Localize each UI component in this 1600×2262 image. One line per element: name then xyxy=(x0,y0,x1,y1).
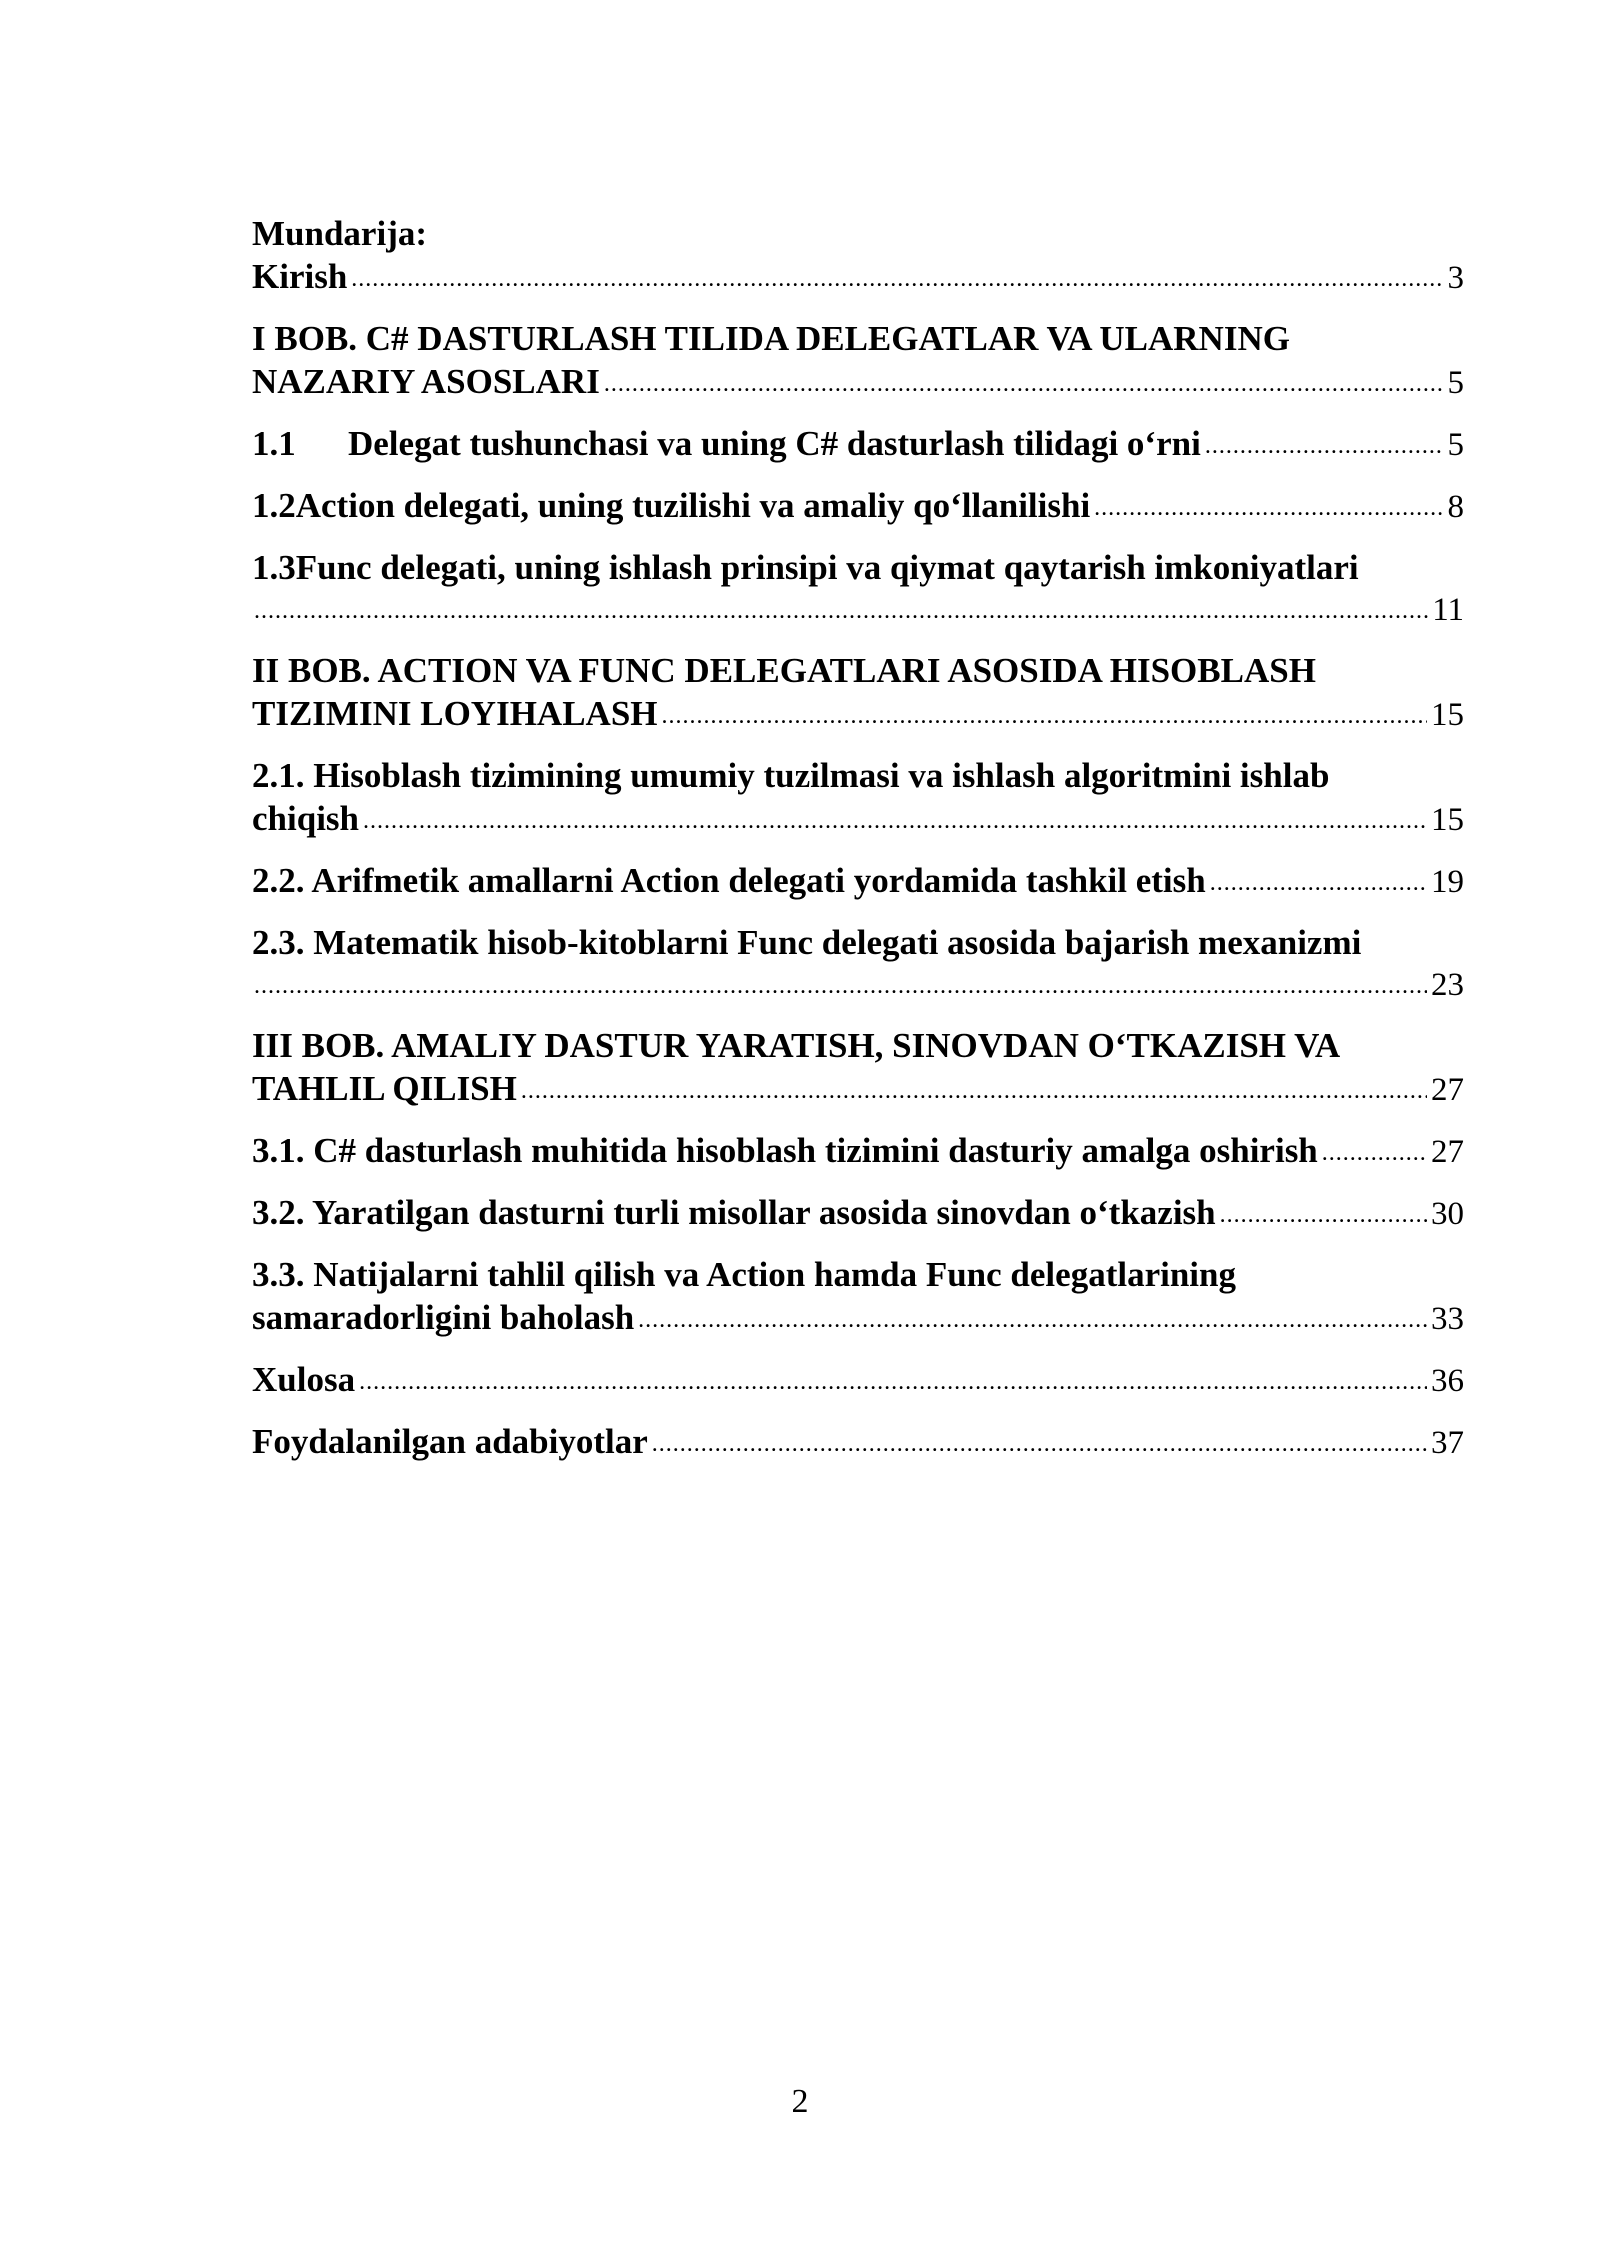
toc-entry-title: TIZIMINI LOYIHALASH xyxy=(252,694,658,733)
toc-heading: Mundarija: xyxy=(252,214,427,253)
table-of-contents xyxy=(252,212,1464,1468)
toc-entry-leader-line xyxy=(252,1129,1464,1177)
toc-entry-leader-line xyxy=(252,589,1464,635)
toc-entry-title: 2.2. Arifmetik amallarni Action delegati yordamida tashkil etish xyxy=(252,861,1206,900)
dot-leader xyxy=(1094,487,1443,530)
toc-entry-page-number: 33 xyxy=(1431,1301,1464,1337)
toc-entry-page-number: 23 xyxy=(1431,967,1464,1003)
toc-entry-page-number: 30 xyxy=(1431,1196,1464,1232)
toc-entry[interactable] xyxy=(252,649,1464,740)
toc-entry-title-line: I BOB. C# DASTURLASH TILIDA DELEGATLAR VA ULARNING xyxy=(252,319,1290,358)
dot-leader xyxy=(254,590,1428,633)
toc-entry-title: NAZARIY ASOSLARI xyxy=(252,362,600,401)
toc-entry-leader-line xyxy=(252,797,1464,845)
toc-entry-leader-line xyxy=(252,1358,1464,1406)
dot-leader xyxy=(1220,1194,1427,1237)
toc-entry-title: Foydalanilgan adabiyotlar xyxy=(252,1422,648,1461)
toc-entry[interactable] xyxy=(252,1420,1464,1468)
toc-entry-page-number: 27 xyxy=(1431,1072,1464,1108)
toc-entry-leader-line xyxy=(252,360,1464,408)
toc-entry-leader-line xyxy=(252,692,1464,740)
dot-leader xyxy=(662,695,1427,738)
toc-entry-title: Kirish xyxy=(252,257,348,296)
toc-entry[interactable] xyxy=(252,1191,1464,1239)
toc-entry[interactable] xyxy=(252,754,1464,845)
dot-leader xyxy=(351,258,1443,301)
toc-entry-page-number: 8 xyxy=(1447,489,1464,525)
toc-entry-page-number: 15 xyxy=(1431,802,1464,838)
toc-entry-page-number: 15 xyxy=(1431,697,1464,733)
dot-leader xyxy=(604,363,1444,406)
toc-entry[interactable] xyxy=(252,1024,1464,1115)
toc-entry-page-number: 5 xyxy=(1447,365,1464,401)
toc-entry[interactable] xyxy=(252,1253,1464,1344)
toc-entries xyxy=(252,255,1464,1468)
toc-entry-title: 3.1. C# dasturlash muhitida hisoblash tizimini dasturiy amalga oshirish xyxy=(252,1131,1318,1170)
toc-entry-title: 1.2Action delegati, uning tuzilishi va amaliy qo‘llanilishi xyxy=(252,486,1091,525)
dot-leader xyxy=(652,1423,1427,1466)
toc-entry-title: 3.2. Yaratilgan dasturni turli misollar asosida sinovdan o‘tkazish xyxy=(252,1193,1216,1232)
page-number: 2 xyxy=(791,2083,809,2120)
dot-leader xyxy=(359,1361,1427,1404)
toc-entry-page-number: 36 xyxy=(1431,1363,1464,1399)
toc-entry[interactable] xyxy=(252,422,1464,470)
toc-entry-page-number: 11 xyxy=(1432,592,1464,628)
dot-leader xyxy=(638,1299,1427,1342)
dot-leader xyxy=(1322,1132,1427,1175)
dot-leader xyxy=(1205,425,1444,468)
toc-entry-leader-line xyxy=(252,1191,1464,1239)
toc-entry[interactable] xyxy=(252,317,1464,408)
dot-leader xyxy=(521,1070,1427,1113)
toc-entry[interactable] xyxy=(252,921,1464,1010)
toc-entry[interactable] xyxy=(252,859,1464,907)
toc-entry-title: samaradorligini baholash xyxy=(252,1298,635,1337)
toc-entry-leader-line xyxy=(252,859,1464,907)
toc-entry-title: Xulosa xyxy=(252,1360,356,1399)
toc-entry-page-number: 3 xyxy=(1447,260,1464,296)
toc-entry-leader-line xyxy=(252,1296,1464,1344)
toc-entry-leader-line xyxy=(252,1067,1464,1115)
toc-entry[interactable] xyxy=(252,546,1464,635)
toc-entry-leader-line xyxy=(252,422,1464,470)
toc-entry-title: chiqish xyxy=(252,799,359,838)
toc-entry-leader-line xyxy=(252,255,1464,303)
toc-entry-title-line: III BOB. AMALIY DASTUR YARATISH, SINOVDAN O‘TKAZISH VA xyxy=(252,1026,1341,1065)
toc-entry-page-number: 19 xyxy=(1431,864,1464,900)
toc-entry-page-number: 37 xyxy=(1431,1425,1464,1461)
toc-entry[interactable] xyxy=(252,255,1464,303)
toc-entry-title: TAHLIL QILISH xyxy=(252,1069,517,1108)
toc-entry-title-line: II BOB. ACTION VA FUNC DELEGATLARI ASOSIDA HISOBLASH xyxy=(252,651,1316,690)
toc-entry[interactable] xyxy=(252,484,1464,532)
toc-entry[interactable] xyxy=(252,1129,1464,1177)
dot-leader xyxy=(254,965,1427,1008)
dot-leader xyxy=(1210,862,1427,905)
toc-entry-leader-line xyxy=(252,964,1464,1010)
toc-entry-title-line: 1.3Func delegati, uning ishlash prinsipi va qiymat qaytarish imkoniyatlari xyxy=(252,548,1359,587)
toc-entry-page-number: 27 xyxy=(1431,1134,1464,1170)
dot-leader xyxy=(363,800,1427,843)
toc-entry-number: 1.1 xyxy=(252,424,296,463)
toc-entry-title: Delegat tushunchasi va uning C# dasturlash tilidagi o‘rni xyxy=(348,424,1201,463)
toc-entry-page-number: 5 xyxy=(1447,427,1464,463)
toc-entry-title-line: 3.3. Natijalarni tahlil qilish va Action hamda Func delegatlarining xyxy=(252,1255,1236,1294)
toc-entry-title-line: 2.3. Matematik hisob-kitoblarni Func delegati asosida bajarish mexanizmi xyxy=(252,923,1362,962)
toc-entry-leader-line xyxy=(252,484,1464,532)
toc-entry-title-line: 2.1. Hisoblash tizimining umumiy tuzilmasi va ishlash algoritmini ishlab xyxy=(252,756,1330,795)
toc-entry[interactable] xyxy=(252,1358,1464,1406)
toc-entry-leader-line xyxy=(252,1420,1464,1468)
